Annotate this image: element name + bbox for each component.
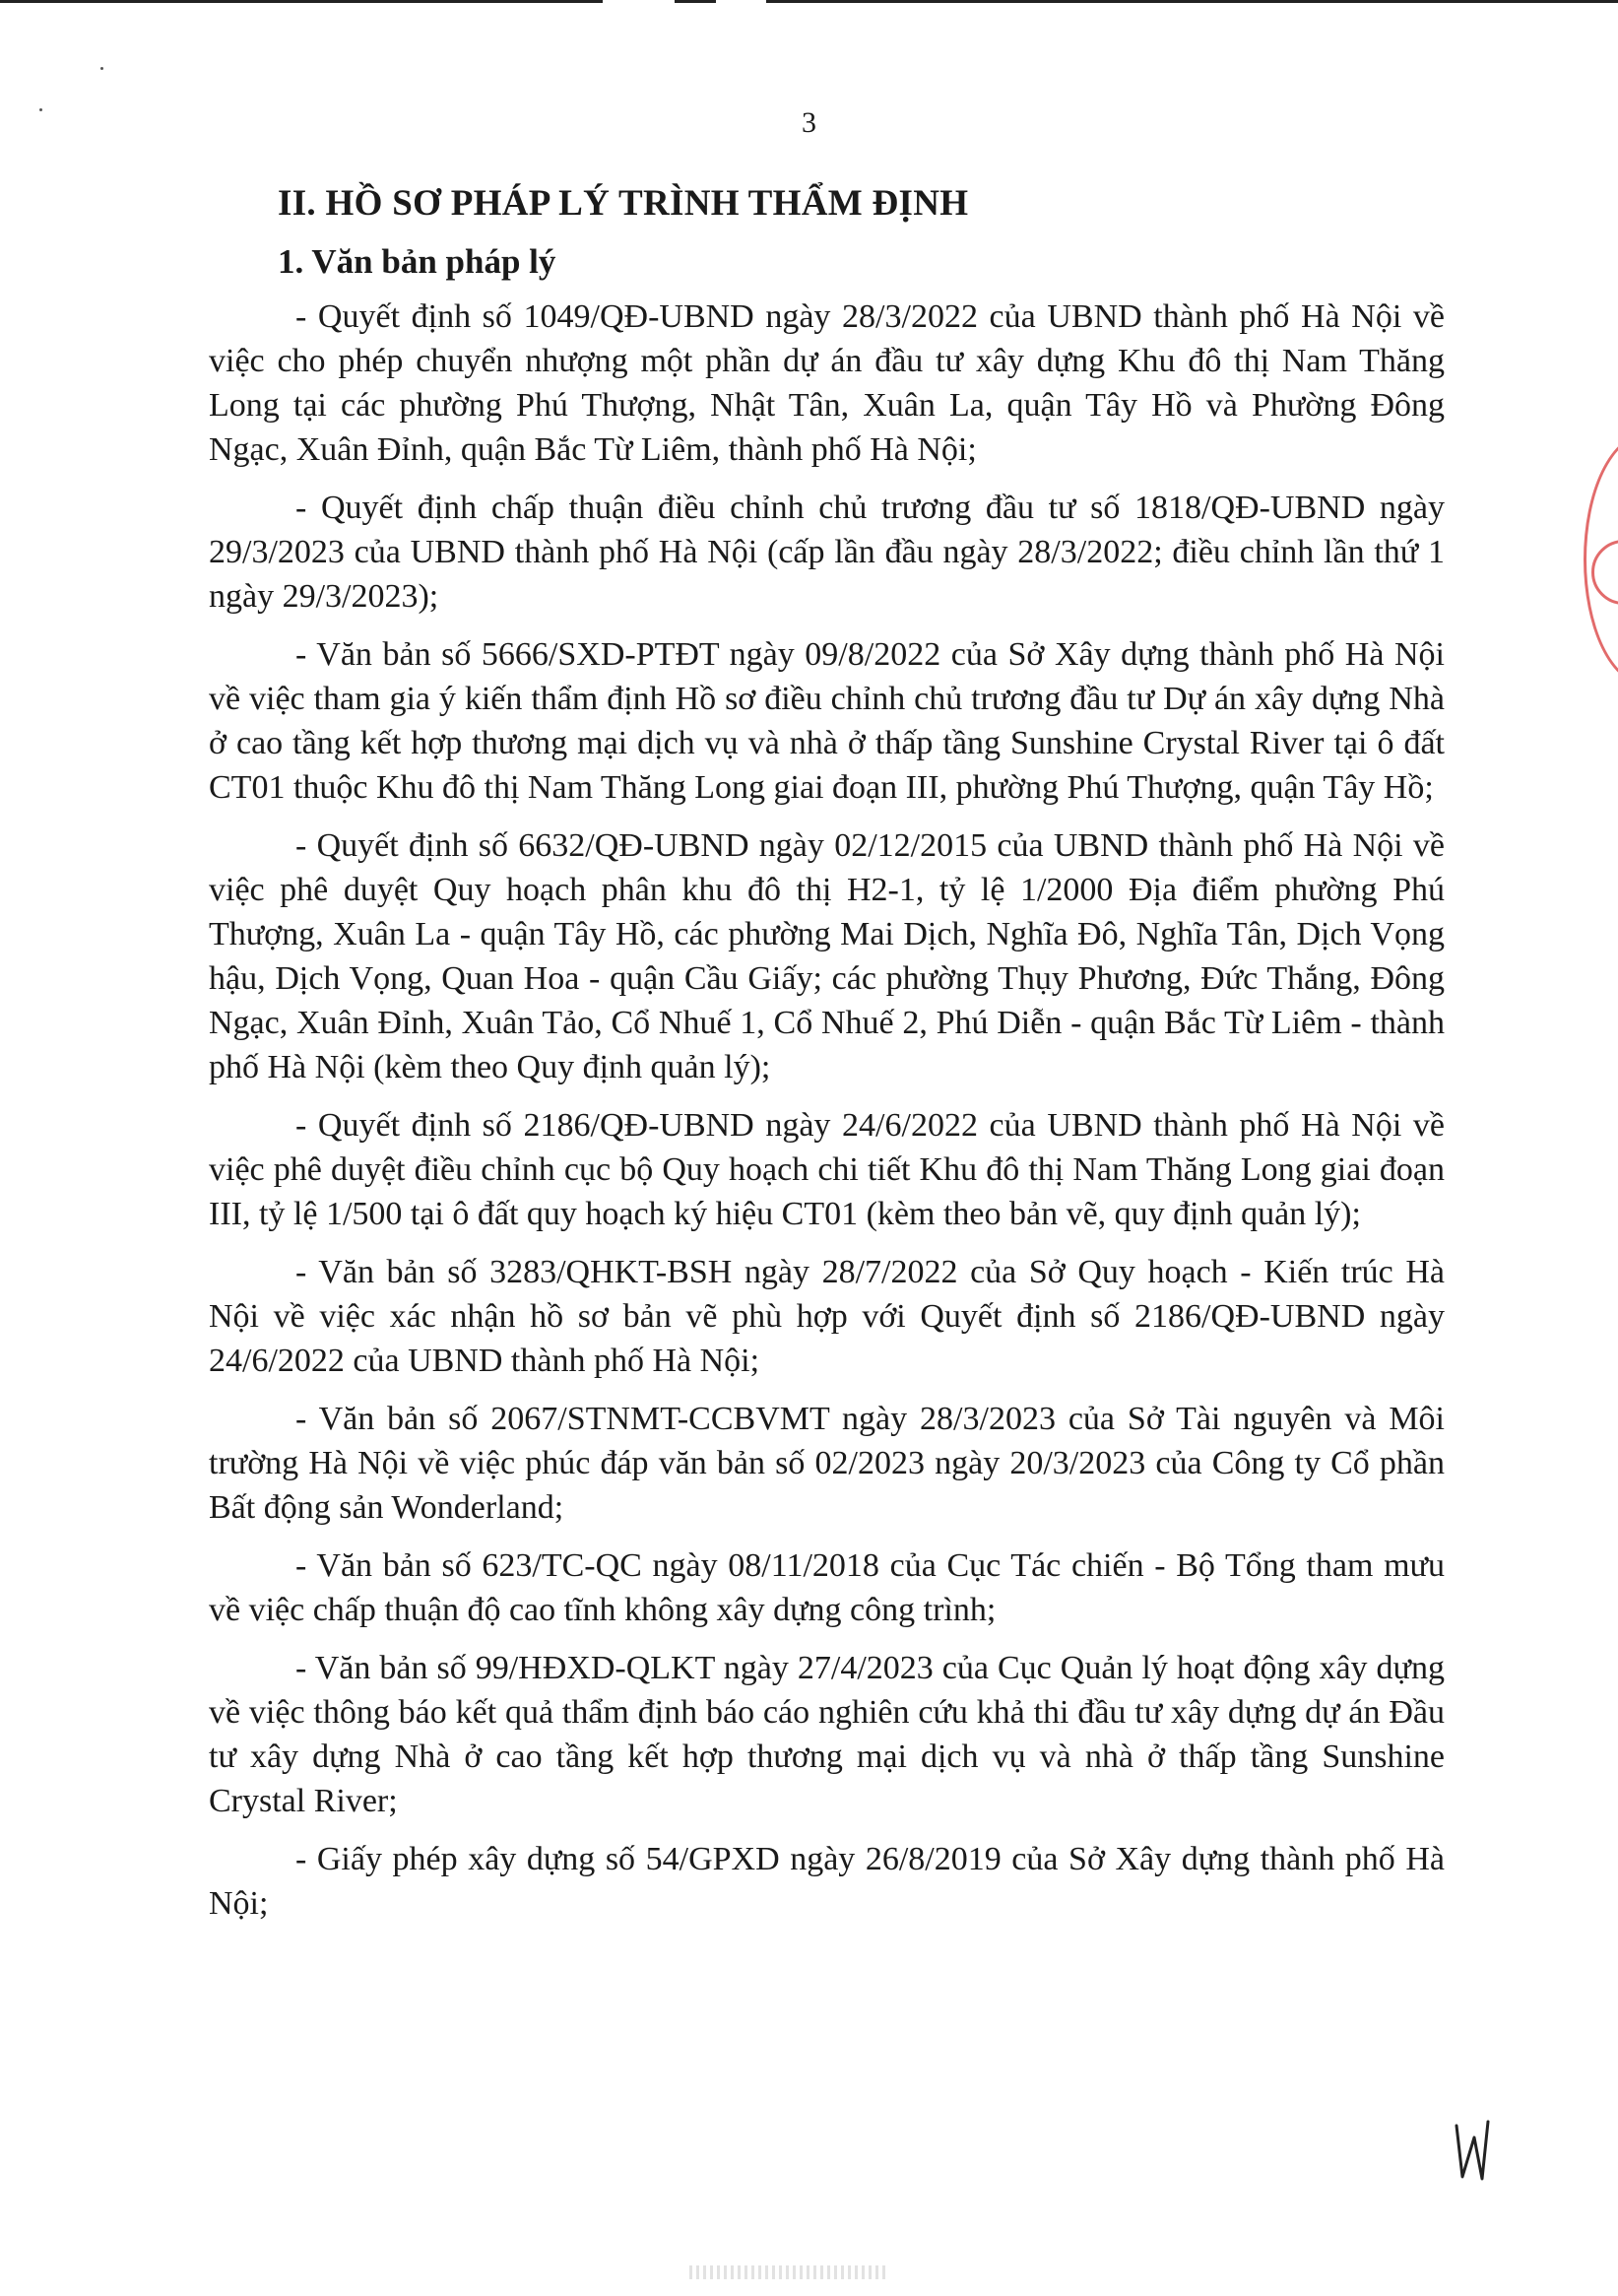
legal-document-item: - Quyết định chấp thuận điều chỉnh chủ trương đầu tư số 1818/QĐ-UBND ngày 29/3/2023 của UBND thành phố Hà Nội (cấp lần đầu ngày 28/3/2022; điều chỉnh lần thứ 1 ngày 29/3/2023); [209,490,1445,616]
scan-noise [689,2265,886,2279]
handwritten-initials [1453,2118,1492,2187]
legal-document-item: - Quyết định số 2186/QĐ-UBND ngày 24/6/2022 của UBND thành phố Hà Nội về việc phê duyệt điều chỉnh cục bộ Quy hoạch chi tiết Khu đô thị Nam Thăng Long giai đoạn III, tỷ lệ 1/500 tại ô đất quy hoạch ký hiệu CT01 (kèm theo bản vẽ, quy định quản lý); [209,1107,1445,1233]
legal-document-item: - Văn bản số 2067/STNMT-CCBVMT ngày 28/3/2023 của Sở Tài nguyên và Môi trường Hà Nội về việc phúc đáp văn bản số 02/2023 ngày 20/3/2023 của Công ty Cổ phần Bất động sản Wonderland; [209,1401,1445,1527]
legal-document-item: - Văn bản số 3283/QHKT-BSH ngày 28/7/2022 của Sở Quy hoạch - Kiến trúc Hà Nội về việc xác nhận hồ sơ bản vẽ phù hợp với Quyết định số 2186/QĐ-UBND ngày 24/6/2022 của UBND thành phố Hà Nội; [209,1254,1445,1380]
legal-document-item: - Văn bản số 99/HĐXD-QLKT ngày 27/4/2023 của Cục Quản lý hoạt động xây dựng về việc thông báo kết quả thẩm định báo cáo nghiên cứu khả thi đầu tư xây dựng dự án Đầu tư xây dựng Nhà ở cao tầng kết hợp thương mại dịch vụ và nhà ở thấp tầng Sunshine Crystal River; [209,1650,1445,1820]
legal-document-item: - Văn bản số 623/TC-QC ngày 08/11/2018 của Cục Tác chiến - Bộ Tổng tham mưu về việc chấp thuận độ cao tĩnh không xây dựng công trình; [209,1547,1445,1629]
legal-document-item: - Quyết định số 1049/QĐ-UBND ngày 28/3/2022 của UBND thành phố Hà Nội về việc cho phép chuyển nhượng một phần dự án đầu tư xây dựng Khu đô thị Nam Thăng Long tại các phường Phú Thượng, Nhật Tân, Xuân La, quận Tây Hồ và Phường Đông Ngạc, Xuân Đỉnh, quận Bắc Từ Liêm, thành phố Hà Nội; [209,298,1445,469]
legal-document-item: - Giấy phép xây dựng số 54/GPXD ngày 26/8/2019 của Sở Xây dựng thành phố Hà Nội; [209,1841,1445,1923]
section-heading: II. HỒ SƠ PHÁP LÝ TRÌNH THẨM ĐỊNH [278,183,969,224]
legal-document-item: - Quyết định số 6632/QĐ-UBND ngày 02/12/2015 của UBND thành phố Hà Nội về việc phê duyệt Quy hoạch phân khu đô thị H2-1, tỷ lệ 1/2000 Địa điểm phường Phú Thượng, Xuân La - quận Tây Hồ, các phường Mai Dịch, Nghĩa Đô, Nghĩa Tân, Dịch Vọng hậu, Dịch Vọng, Quan Hoa - quận Cầu Giấy; các phường Thụy Phương, Đức Thắng, Đông Ngạc, Xuân Đỉnh, Xuân Tảo, Cổ Nhuế 1, Cổ Nhuế 2, Phú Diễn - quận Bắc Từ Liêm - thành phố Hà Nội (kèm theo Quy định quản lý); [209,827,1445,1086]
document-body [209,167,1445,1939]
scan-speck [100,67,103,70]
scan-border-middle [675,0,716,3]
legal-document-item: - Văn bản số 5666/SXD-PTĐT ngày 09/8/2022 của Sở Xây dựng thành phố Hà Nội về việc tham gia ý kiến thẩm định Hồ sơ điều chỉnh chủ trương đầu tư Dự án xây dựng Nhà ở cao tầng kết hợp thương mại dịch vụ và nhà ở thấp tầng Sunshine Crystal River tại ô đất CT01 thuộc Khu đô thị Nam Thăng Long giai đoạn III, phường Phú Thượng, quận Tây Hồ; [209,636,1445,807]
subsection-heading: 1. Văn bản pháp lý [278,241,556,281]
scan-border-left [0,0,603,3]
page-number: 3 [802,106,816,139]
scan-border-right [766,0,1618,3]
